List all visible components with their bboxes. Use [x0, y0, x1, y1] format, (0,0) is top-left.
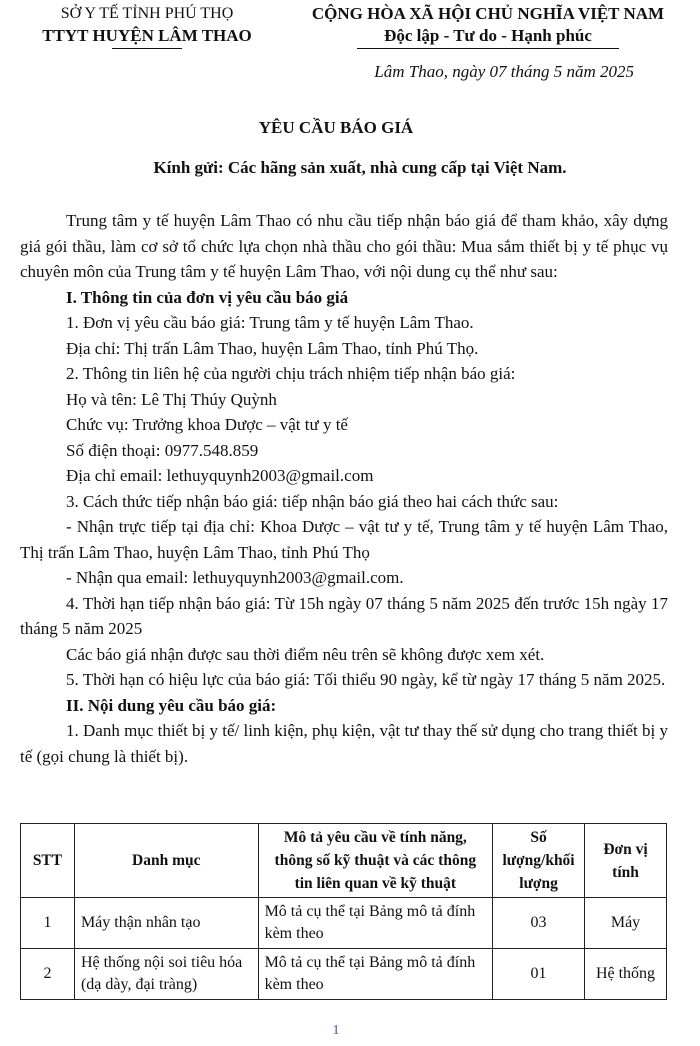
issuer-parent: SỞ Y TẾ TỈNH PHÚ THỌ [60, 5, 234, 22]
cell-stt: 1 [21, 898, 75, 949]
section1-line: Số điện thoại: 0977.548.859 [66, 440, 259, 460]
col-name: Danh mục [74, 824, 258, 898]
section1-line: Địa chỉ email: lethuyquynh2003@gmail.com [66, 466, 374, 485]
cell-qty: 01 [493, 949, 585, 1000]
national-title: CỘNG HÒA XÃ HỘI CHỦ NGHĨA VIỆT NAM [311, 4, 665, 23]
section1-line: 2. Thông tin liên hệ của người chịu trách nhiệm tiếp nhận báo giá: [66, 364, 516, 383]
section2-heading: II. Nội dung yêu cầu báo giá: [66, 695, 277, 715]
cell-unit: Máy [585, 898, 667, 949]
cell-desc: Mô tả cụ thể tại Bảng mô tả đính kèm theo [258, 898, 492, 949]
addressee: Kính gửi: Các hãng sản xuất, nhà cung cấp tại Việt Nam. [153, 158, 567, 177]
date-line: Lâm Thao, ngày 07 tháng 5 năm 2025 [374, 62, 634, 81]
issuer-name: TTYT HUYỆN LÂM THAO [42, 26, 252, 45]
cell-name: Hệ thống nội soi tiêu hóa (dạ dày, đại tràng) [74, 949, 258, 1000]
cell-desc: Mô tả cụ thể tại Bảng mô tả đính kèm theo [258, 949, 492, 1000]
cell-stt: 2 [21, 949, 75, 1000]
equipment-table [20, 823, 667, 1000]
section1-line: Địa chỉ: Thị trấn Lâm Thao, huyện Lâm Thao, tỉnh Phú Thọ. [66, 338, 479, 358]
section1-line: - Nhận qua email: lethuyquynh2003@gmail.com. [66, 568, 404, 587]
section2-line: 1. Danh mục thiết bị y tế/ linh kiện, phụ kiện, vật tư thay thế sử dụng cho trang thiết bị y tế (gọi chung là thiết bị). [20, 721, 668, 766]
col-unit: Đơn vị tính [585, 824, 667, 898]
document-title: YÊU CẦU BÁO GIÁ [258, 118, 414, 137]
national-motto: Độc lập - Tư do - Hạnh phúc [384, 26, 592, 45]
table-row [21, 898, 667, 949]
motto-underline [357, 48, 619, 49]
section1-line: - Nhận trực tiếp tại địa chỉ: Khoa Dược – vật tư y tế, Trung tâm y tế huyện Lâm Thao, Thị trấn Lâm Thao, huyện Lâm Thao, tỉnh Phú Thọ [20, 517, 668, 562]
section1-line: 3. Cách thức tiếp nhận báo giá: tiếp nhận báo giá theo hai cách thức sau: [66, 491, 559, 511]
issuer-header [12, 4, 282, 49]
section1-line: 4. Thời hạn tiếp nhận báo giá: Từ 15h ngày 07 tháng 5 năm 2025 đến trước 15h ngày 17 tháng 5 năm 2025 [20, 593, 668, 638]
section1-line: Họ và tên: Lê Thị Thúy Quỳnh [66, 389, 277, 409]
page-number: 1 [332, 1023, 340, 1038]
section1-heading: I. Thông tin của đơn vị yêu cầu báo giá [66, 287, 349, 307]
section1-line: Chức vụ: Trưởng khoa Dược – vật tư y tế [66, 415, 348, 434]
table-row [21, 949, 667, 1000]
col-stt: STT [21, 824, 75, 898]
col-desc: Mô tả yêu cầu về tính năng, thông số kỹ thuật và các thông tin liên quan về kỹ thuật [258, 824, 492, 898]
table-header-row [21, 824, 667, 898]
issuer-underline [112, 48, 182, 49]
cell-qty: 03 [493, 898, 585, 949]
section1-line: Các báo giá nhận được sau thời điểm nêu trên sẽ không được xem xét. [66, 644, 545, 664]
col-qty: Số lượng/khối lượng [493, 824, 585, 898]
section1-line: 5. Thời hạn có hiệu lực của báo giá: Tối thiểu 90 ngày, kể từ ngày 17 tháng 5 năm 2025. [66, 670, 666, 689]
national-header [282, 4, 694, 49]
cell-unit: Hệ thống [585, 949, 667, 1000]
section1-line: 1. Đơn vị yêu cầu báo giá: Trung tâm y tế huyện Lâm Thao. [66, 313, 474, 332]
document-body [20, 208, 668, 769]
intro-paragraph: Trung tâm y tế huyện Lâm Thao có nhu cầu tiếp nhận báo giá để tham khảo, xây dựng giá gói thầu, làm cơ sở tổ chức lựa chọn nhà thầu cho gói thầu: Mua sắm thiết bị y tế phục vụ chuyên môn của Trung tâm y tế huyện Lâm Thao, với nội dung cụ thể như sau: [20, 211, 668, 281]
cell-name: Máy thận nhân tạo [74, 898, 258, 949]
